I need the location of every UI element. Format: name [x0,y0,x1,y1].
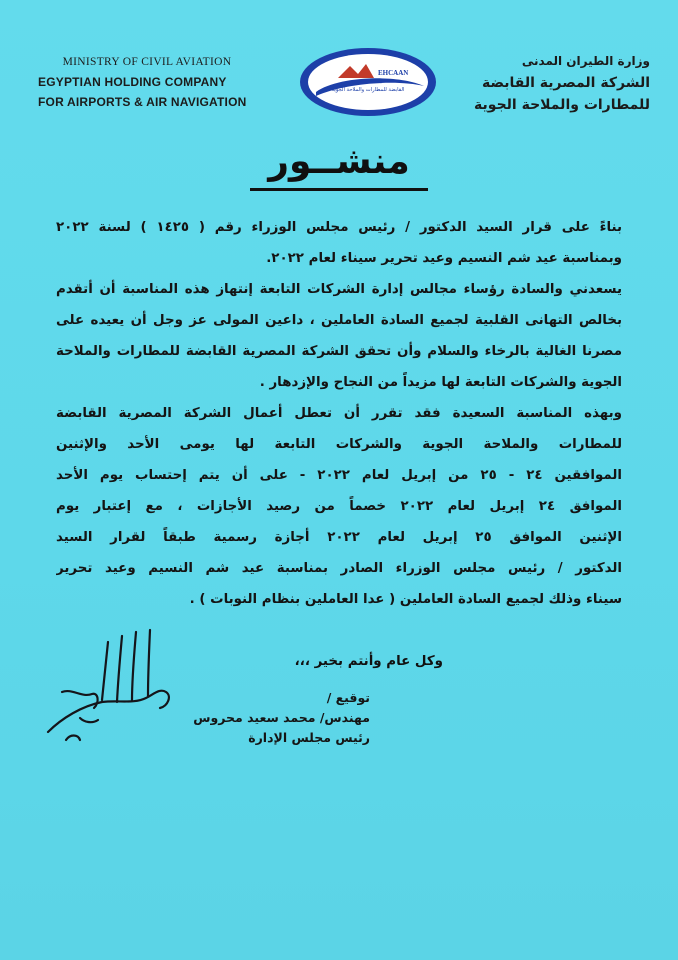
company-logo [298,46,438,118]
body-line: الموافق ٢٤ إبريل لعام ٢٠٢٢ خصماً من رصيد الأجازات ، مع إعتبار يوم [56,499,622,514]
body-line: بناءً على قرار السيد الدكتور / رئيس مجلس الوزراء رقم ( ١٤٢٥ ) لسنة ٢٠٢٢ [56,220,622,235]
body-line: بخالص التهانى القلبية لجميع السادة العاملين ، داعين المولى عز وجل أن يعيده على [56,313,622,328]
body-line: وبهذه المناسبة السعيدة فقد تقرر أن تعطل أعمال الشركة المصرية القابضة [56,406,622,421]
company-name-en-line1: EGYPTIAN HOLDING COMPANY [38,75,227,89]
document-title-wrapper [0,138,678,191]
body-line: مصرنا الغالية بالرخاء والسلام وأن تحقق الشركة المصرية القابضة للمطارات والملاحة [56,344,622,359]
signatory-name: مهندس/ محمد سعيد محروس [193,710,370,725]
body-line: يسعدني والسادة رؤساء مجالس إدارة الشركات التابعة إنتهاز هذه المناسبة أن أتقدم [56,282,622,297]
document-title: منشــور [250,138,428,191]
body-line: الموافقين ٢٤ - ٢٥ من إبريل لعام ٢٠٢٢ - على أن يتم إحتساب يوم الأحد [56,468,622,483]
signatory-position: رئيس مجلس الإدارة [248,730,370,745]
company-name-ar-line1: الشركة المصرية القابضة [481,75,650,91]
ministry-name-ar: وزارة الطيران المدنى [521,54,650,68]
body-line: للمطارات والملاحة الجوية والشركات التابعة لها يومى الأحد والإثنين [56,437,622,452]
logo-subtitle-text: القابضة للمطارات والملاحة الجوية [331,87,405,93]
body-line: الدكتور / رئيس مجلس الوزراء الصادر بمناسبة عيد شم النسيم وعيد تحرير [56,561,622,576]
signature-block [170,688,370,748]
company-name-en-line2: FOR AIRPORTS & AIR NAVIGATION [38,95,247,109]
company-name-ar-line2: للمطارات والملاحة الجوية [474,97,650,113]
body-line: الإثنين الموافق ٢٥ إبريل لعام ٢٠٢٢ أجازة رسمية طبقاً لقرار السيد [56,530,622,545]
logo-brand-text: EHCAAN [378,69,409,77]
body-line: وبمناسبة عيد شم النسيم وعيد تحرير سيناء لعام ٢٠٢٢. [266,251,622,266]
body-line: الجوية والشركات التابعة لها مزيداً من النجاح والإزدهار . [259,375,622,390]
arabic-letterhead [450,50,650,116]
english-letterhead [32,52,262,112]
body-line: سيناء وذلك لجميع السادة العاملين ( عدا العاملين بنظام النوبات ) . [189,592,622,607]
ministry-name-en: MINISTRY OF CIVIL AVIATION [62,56,232,68]
signature-label: توقيع / [326,690,370,705]
document-body [56,212,622,615]
closing-greeting: وكل عام وأنتم بخير ،،، [294,654,443,669]
